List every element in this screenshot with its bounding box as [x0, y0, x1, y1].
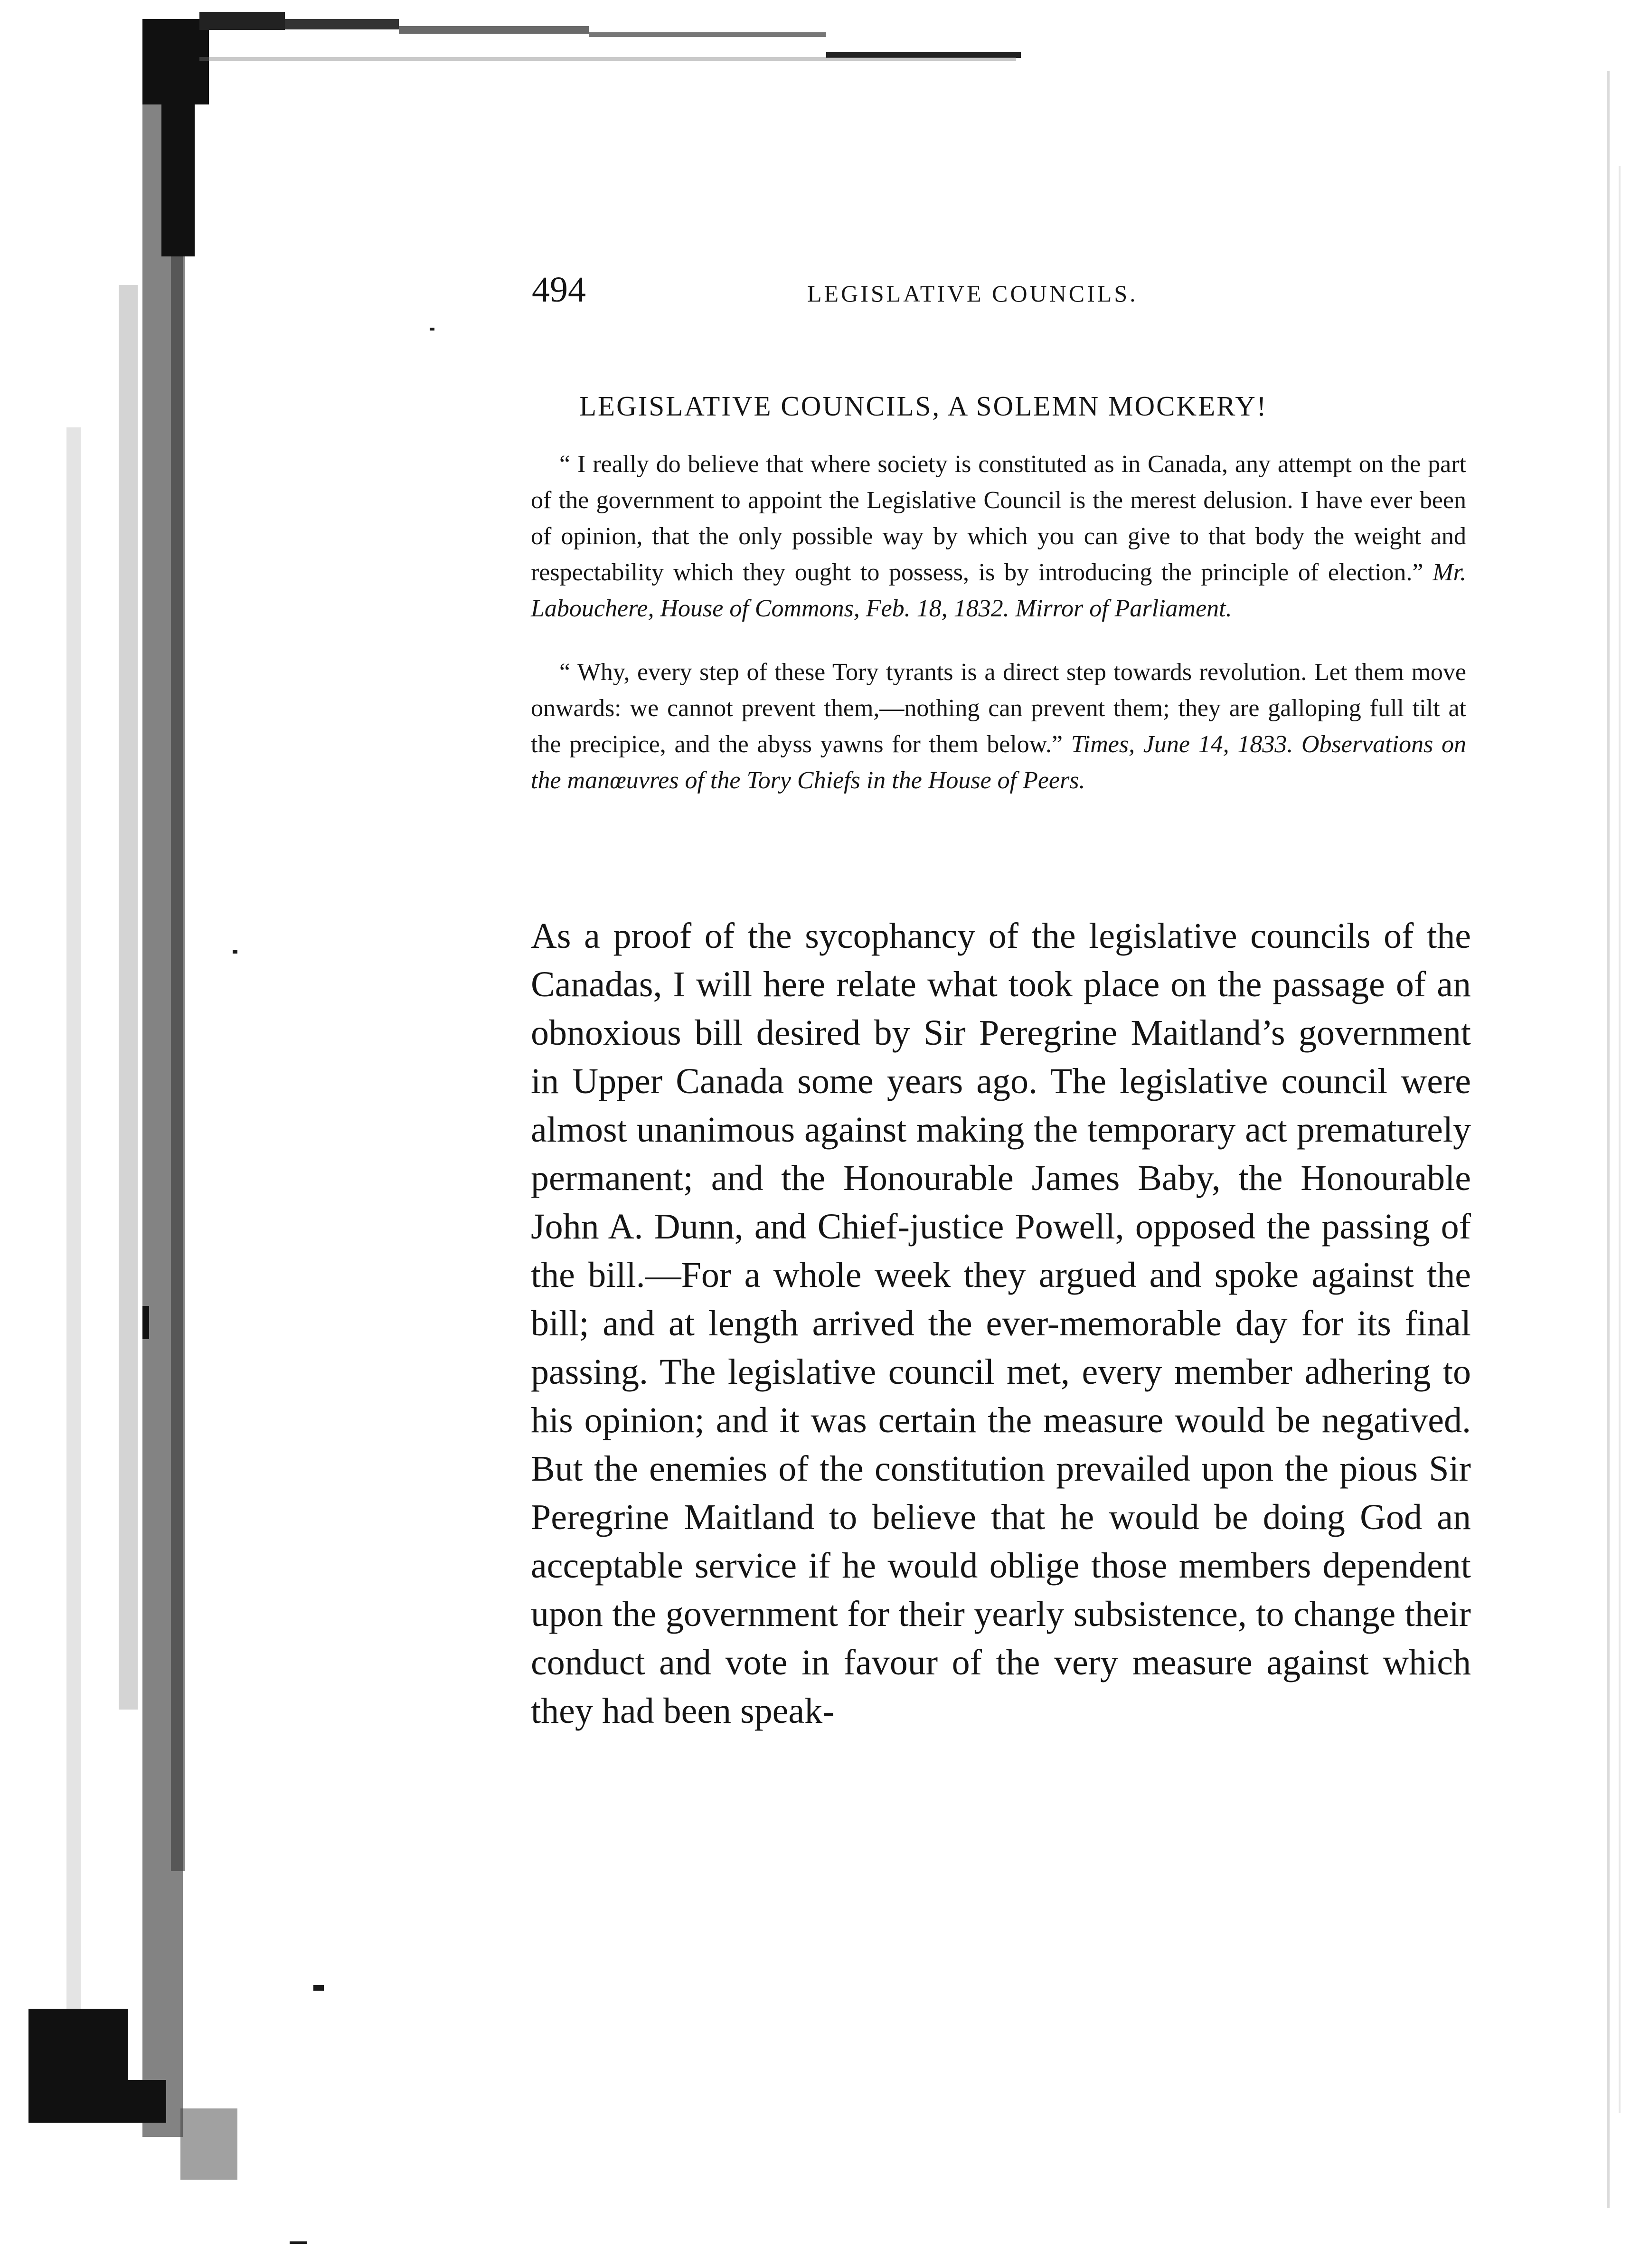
scan-speck: [430, 328, 434, 331]
running-head-title: LEGISLATIVE COUNCILS.: [807, 280, 1138, 307]
scan-speck: [290, 2241, 307, 2244]
scan-shadow-top: [142, 0, 1021, 109]
scan-speck: [313, 1985, 324, 1991]
epigraph-quotes: [531, 446, 1466, 799]
quote-text: “ I really do believe that where society is constituted as in Canada, any attempt on the part of the government to appoint the Legislative Council is the merest delusion. I have ever been of opinion, that the only possible way by which you can give to that body the weight and respectability which they ought to possess, is by introducing the principle of election.” Mr. Labouchere, House of Commons, Feb. 18, 1832. Mirror of Parliament.: [531, 451, 1467, 622]
running-head: [532, 266, 1197, 318]
quote-times: [531, 654, 1466, 799]
scan-binding-shadow-left: [0, 0, 266, 2268]
scan-speck: [233, 950, 237, 954]
body-paragraph: As a proof of the sycophancy of the legislative councils of the Canadas, I will here relate what took place on the passage of an obnoxious bill desired by Sir Peregrine Maitland’s government in Upper Canada some years ago. The legislative council were almost unanimous against making the temporary act prematurely permanent; and the Honourable James Baby, the Honourable John A. Dunn, and Chief-justice Powell, opposed the passing of the bill.—For a whole week they argued and spoke against the bill; and at length arrived the ever-memorable day for its final passing. The legislative council met, every member adhering to his opinion; and it was certain the measure would be negatived. But the enemies of the constitution prevailed upon the pious Sir Peregrine Maitland to believe that he would be doing God an acceptable service if he would oblige those members dependent upon the government for their yearly subsistence, to change their conduct and vote in favour of the very measure against which they had been speak-: [531, 916, 1471, 1731]
quote-source: Mr. Labouchere, House of Commons, Feb. 18, 1832. Mirror of Parliament.: [531, 559, 1467, 622]
quote-labouchere: [531, 446, 1466, 627]
page-number: 494: [532, 270, 586, 310]
quote-text: “ Why, every step of these Tory tyrants is a direct step towards revolution. Let them move onwards: we cannot prevent them,—nothing can prevent them; they are galloping full tilt at the precipice, and the abyss yawns for them below.” Times, June 14, 1833. Observations on the manœuvres of the Tory Chiefs in the House of Peers.: [531, 659, 1467, 794]
scan-edge-right: [1574, 71, 1640, 2208]
article-title: LEGISLATIVE COUNCILS, A SOLEMN MOCKERY!: [579, 390, 1268, 422]
quote-source: Times, June 14, 1833. Observations on the manœuvres of the Tory Chiefs in the House of Peers.: [531, 731, 1467, 794]
